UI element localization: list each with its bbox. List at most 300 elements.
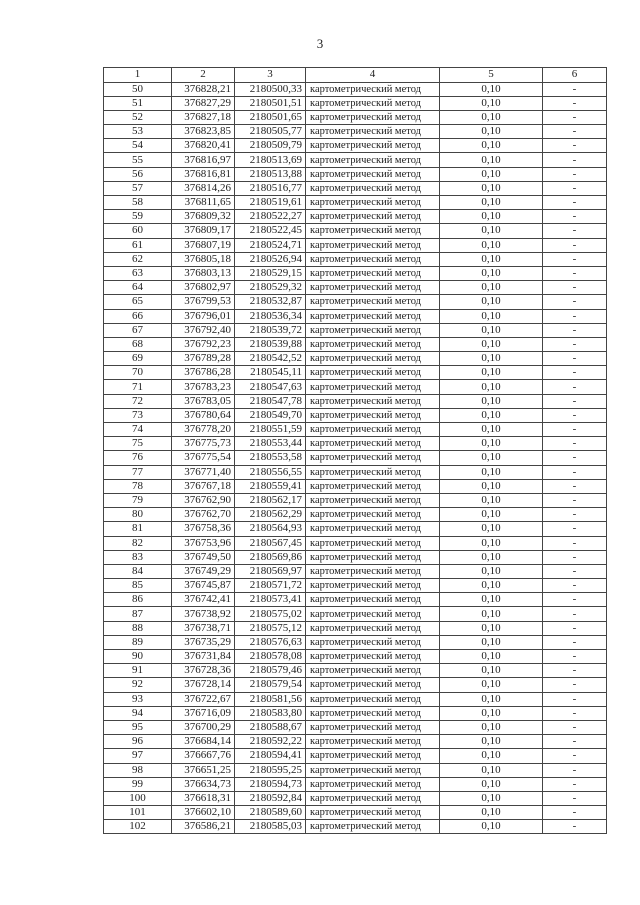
point-number-cell: 64 [104,281,172,295]
y-coordinate-cell: 2180578,08 [235,650,306,664]
precision-cell: 0,10 [440,266,543,280]
method-cell: картометрический метод [306,210,440,224]
method-cell: картометрический метод [306,380,440,394]
point-number-cell: 87 [104,607,172,621]
precision-cell: 0,10 [440,408,543,422]
y-coordinate-cell: 2180595,25 [235,763,306,777]
page-number: 3 [316,36,324,51]
y-coordinate-cell: 2180501,65 [235,110,306,124]
x-coordinate-cell: 376816,81 [172,167,235,181]
note-cell: - [543,635,607,649]
table-row [104,281,607,295]
x-coordinate-cell: 376742,41 [172,593,235,607]
y-coordinate-cell: 2180549,70 [235,408,306,422]
method-cell: картометрический метод [306,706,440,720]
x-coordinate-cell: 376828,21 [172,82,235,96]
method-cell: картометрический метод [306,408,440,422]
precision-cell: 0,10 [440,536,543,550]
precision-cell: 0,10 [440,479,543,493]
note-cell: - [543,224,607,238]
x-coordinate-cell: 376783,05 [172,394,235,408]
note-cell: - [543,423,607,437]
note-cell: - [543,806,607,820]
table-row [104,309,607,323]
point-number-cell: 83 [104,550,172,564]
coordinates-table [103,67,607,834]
point-number-cell: 102 [104,820,172,834]
point-number-cell: 99 [104,777,172,791]
method-cell: картометрический метод [306,678,440,692]
x-coordinate-cell: 376728,36 [172,664,235,678]
precision-cell: 0,10 [440,82,543,96]
precision-cell: 0,10 [440,139,543,153]
y-coordinate-cell: 2180516,77 [235,181,306,195]
precision-cell: 0,10 [440,465,543,479]
x-coordinate-cell: 376762,90 [172,493,235,507]
x-coordinate-cell: 376803,13 [172,266,235,280]
precision-cell: 0,10 [440,323,543,337]
y-coordinate-cell: 2180545,11 [235,366,306,380]
table-row [104,451,607,465]
method-cell: картометрический метод [306,806,440,820]
y-coordinate-cell: 2180573,41 [235,593,306,607]
precision-cell: 0,10 [440,720,543,734]
x-coordinate-cell: 376807,19 [172,238,235,252]
method-cell: картометрический метод [306,791,440,805]
table-row [104,806,607,820]
note-cell: - [543,763,607,777]
x-coordinate-cell: 376780,64 [172,408,235,422]
method-cell: картометрический метод [306,337,440,351]
table-row [104,635,607,649]
table-row [104,408,607,422]
y-coordinate-cell: 2180583,80 [235,706,306,720]
precision-cell: 0,10 [440,281,543,295]
precision-cell: 0,10 [440,210,543,224]
method-cell: картометрический метод [306,763,440,777]
method-cell: картометрический метод [306,493,440,507]
note-cell: - [543,125,607,139]
table-row [104,749,607,763]
precision-cell: 0,10 [440,607,543,621]
note-cell: - [543,607,607,621]
y-coordinate-cell: 2180529,32 [235,281,306,295]
y-coordinate-cell: 2180536,34 [235,309,306,323]
table-row [104,678,607,692]
note-cell: - [543,593,607,607]
precision-cell: 0,10 [440,650,543,664]
x-coordinate-cell: 376586,21 [172,820,235,834]
method-cell: картометрический метод [306,437,440,451]
y-coordinate-cell: 2180594,73 [235,777,306,791]
x-coordinate-cell: 376618,31 [172,791,235,805]
point-number-cell: 66 [104,309,172,323]
table-row [104,564,607,578]
note-cell: - [543,238,607,252]
note-cell: - [543,735,607,749]
method-cell: картометрический метод [306,720,440,734]
method-cell: картометрический метод [306,465,440,479]
point-number-cell: 80 [104,508,172,522]
method-cell: картометрический метод [306,153,440,167]
precision-cell: 0,10 [440,394,543,408]
point-number-cell: 78 [104,479,172,493]
method-cell: картометрический метод [306,352,440,366]
method-cell: картометрический метод [306,508,440,522]
precision-cell: 0,10 [440,791,543,805]
point-number-cell: 67 [104,323,172,337]
point-number-cell: 101 [104,806,172,820]
y-coordinate-cell: 2180522,27 [235,210,306,224]
x-coordinate-cell: 376602,10 [172,806,235,820]
table-row [104,593,607,607]
point-number-cell: 76 [104,451,172,465]
point-number-cell: 61 [104,238,172,252]
note-cell: - [543,309,607,323]
method-cell: картометрический метод [306,281,440,295]
note-cell: - [543,437,607,451]
y-coordinate-cell: 2180576,63 [235,635,306,649]
method-cell: картометрический метод [306,593,440,607]
note-cell: - [543,536,607,550]
y-coordinate-cell: 2180505,77 [235,125,306,139]
point-number-cell: 56 [104,167,172,181]
precision-cell: 0,10 [440,777,543,791]
table-row [104,238,607,252]
y-coordinate-cell: 2180553,58 [235,451,306,465]
point-number-cell: 71 [104,380,172,394]
x-coordinate-cell: 376700,29 [172,720,235,734]
method-cell: картометрический метод [306,82,440,96]
point-number-cell: 95 [104,720,172,734]
table-row [104,423,607,437]
table-row [104,394,607,408]
y-coordinate-cell: 2180569,86 [235,550,306,564]
method-cell: картометрический метод [306,167,440,181]
method-cell: картометрический метод [306,451,440,465]
point-number-cell: 57 [104,181,172,195]
note-cell: - [543,650,607,664]
y-coordinate-cell: 2180556,55 [235,465,306,479]
table-row [104,791,607,805]
table-row [104,437,607,451]
precision-cell: 0,10 [440,522,543,536]
x-coordinate-cell: 376809,17 [172,224,235,238]
x-coordinate-cell: 376684,14 [172,735,235,749]
table-row [104,522,607,536]
y-coordinate-cell: 2180594,41 [235,749,306,763]
table-row [104,337,607,351]
note-cell: - [543,252,607,266]
y-coordinate-cell: 2180526,94 [235,252,306,266]
point-number-cell: 60 [104,224,172,238]
y-coordinate-cell: 2180588,67 [235,720,306,734]
table-row [104,210,607,224]
x-coordinate-cell: 376811,65 [172,196,235,210]
note-cell: - [543,791,607,805]
point-number-cell: 59 [104,210,172,224]
note-cell: - [543,465,607,479]
method-cell: картометрический метод [306,564,440,578]
note-cell: - [543,295,607,309]
note-cell: - [543,352,607,366]
x-coordinate-cell: 376771,40 [172,465,235,479]
method-cell: картометрический метод [306,749,440,763]
table-row [104,380,607,394]
note-cell: - [543,196,607,210]
precision-cell: 0,10 [440,593,543,607]
table-row [104,621,607,635]
table-row [104,493,607,507]
method-cell: картометрический метод [306,224,440,238]
note-cell: - [543,664,607,678]
table-row [104,125,607,139]
precision-cell: 0,10 [440,508,543,522]
x-coordinate-cell: 376651,25 [172,763,235,777]
x-coordinate-cell: 376823,85 [172,125,235,139]
method-cell: картометрический метод [306,635,440,649]
x-coordinate-cell: 376767,18 [172,479,235,493]
point-number-cell: 53 [104,125,172,139]
method-cell: картометрический метод [306,650,440,664]
point-number-cell: 69 [104,352,172,366]
precision-cell: 0,10 [440,96,543,110]
method-cell: картометрический метод [306,607,440,621]
method-cell: картометрический метод [306,692,440,706]
precision-cell: 0,10 [440,238,543,252]
precision-cell: 0,10 [440,749,543,763]
note-cell: - [543,110,607,124]
table-row [104,735,607,749]
method-cell: картометрический метод [306,309,440,323]
point-number-cell: 50 [104,82,172,96]
table-row [104,777,607,791]
y-coordinate-cell: 2180592,22 [235,735,306,749]
point-number-cell: 90 [104,650,172,664]
y-coordinate-cell: 2180547,63 [235,380,306,394]
method-cell: картометрический метод [306,735,440,749]
point-number-cell: 88 [104,621,172,635]
x-coordinate-cell: 376827,18 [172,110,235,124]
note-cell: - [543,479,607,493]
column-header: 5 [440,68,543,83]
note-cell: - [543,621,607,635]
x-coordinate-cell: 376827,29 [172,96,235,110]
point-number-cell: 55 [104,153,172,167]
note-cell: - [543,167,607,181]
y-coordinate-cell: 2180532,87 [235,295,306,309]
point-number-cell: 63 [104,266,172,280]
y-coordinate-cell: 2180581,56 [235,692,306,706]
table-row [104,252,607,266]
point-number-cell: 98 [104,763,172,777]
point-number-cell: 51 [104,96,172,110]
x-coordinate-cell: 376792,23 [172,337,235,351]
table-row [104,96,607,110]
method-cell: картометрический метод [306,125,440,139]
point-number-cell: 58 [104,196,172,210]
y-coordinate-cell: 2180579,46 [235,664,306,678]
note-cell: - [543,337,607,351]
method-cell: картометрический метод [306,394,440,408]
x-coordinate-cell: 376716,09 [172,706,235,720]
note-cell: - [543,508,607,522]
table-row [104,607,607,621]
precision-cell: 0,10 [440,735,543,749]
method-cell: картометрический метод [306,621,440,635]
table-row [104,479,607,493]
note-cell: - [543,493,607,507]
method-cell: картометрический метод [306,664,440,678]
precision-cell: 0,10 [440,110,543,124]
x-coordinate-cell: 376816,97 [172,153,235,167]
method-cell: картометрический метод [306,196,440,210]
precision-cell: 0,10 [440,181,543,195]
point-number-cell: 79 [104,493,172,507]
method-cell: картометрический метод [306,536,440,550]
note-cell: - [543,579,607,593]
precision-cell: 0,10 [440,621,543,635]
table-row [104,196,607,210]
method-cell: картометрический метод [306,522,440,536]
point-number-cell: 68 [104,337,172,351]
note-cell: - [543,323,607,337]
column-header: 3 [235,68,306,83]
y-coordinate-cell: 2180571,72 [235,579,306,593]
method-cell: картометрический метод [306,366,440,380]
x-coordinate-cell: 376749,29 [172,564,235,578]
y-coordinate-cell: 2180564,93 [235,522,306,536]
x-coordinate-cell: 376722,67 [172,692,235,706]
note-cell: - [543,451,607,465]
method-cell: картометрический метод [306,110,440,124]
method-cell: картометрический метод [306,96,440,110]
x-coordinate-cell: 376809,32 [172,210,235,224]
x-coordinate-cell: 376762,70 [172,508,235,522]
x-coordinate-cell: 376735,29 [172,635,235,649]
note-cell: - [543,181,607,195]
y-coordinate-cell: 2180589,60 [235,806,306,820]
note-cell: - [543,139,607,153]
precision-cell: 0,10 [440,493,543,507]
table-row [104,465,607,479]
y-coordinate-cell: 2180585,03 [235,820,306,834]
precision-cell: 0,10 [440,564,543,578]
x-coordinate-cell: 376783,23 [172,380,235,394]
x-coordinate-cell: 376792,40 [172,323,235,337]
method-cell: картометрический метод [306,181,440,195]
y-coordinate-cell: 2180509,79 [235,139,306,153]
point-number-cell: 70 [104,366,172,380]
point-number-cell: 54 [104,139,172,153]
point-number-cell: 84 [104,564,172,578]
precision-cell: 0,10 [440,437,543,451]
point-number-cell: 62 [104,252,172,266]
point-number-cell: 52 [104,110,172,124]
note-cell: - [543,82,607,96]
x-coordinate-cell: 376789,28 [172,352,235,366]
y-coordinate-cell: 2180547,78 [235,394,306,408]
table-row [104,266,607,280]
precision-cell: 0,10 [440,820,543,834]
x-coordinate-cell: 376753,96 [172,536,235,550]
note-cell: - [543,380,607,394]
point-number-cell: 72 [104,394,172,408]
note-cell: - [543,706,607,720]
point-number-cell: 86 [104,593,172,607]
method-cell: картометрический метод [306,820,440,834]
precision-cell: 0,10 [440,579,543,593]
note-cell: - [543,153,607,167]
table-row [104,352,607,366]
y-coordinate-cell: 2180500,33 [235,82,306,96]
table-header-row [104,68,607,83]
y-coordinate-cell: 2180539,88 [235,337,306,351]
point-number-cell: 85 [104,579,172,593]
y-coordinate-cell: 2180553,44 [235,437,306,451]
precision-cell: 0,10 [440,224,543,238]
precision-cell: 0,10 [440,678,543,692]
x-coordinate-cell: 376802,97 [172,281,235,295]
method-cell: картометрический метод [306,323,440,337]
table-row [104,763,607,777]
y-coordinate-cell: 2180524,71 [235,238,306,252]
table-row [104,536,607,550]
note-cell: - [543,408,607,422]
point-number-cell: 92 [104,678,172,692]
note-cell: - [543,522,607,536]
point-number-cell: 65 [104,295,172,309]
y-coordinate-cell: 2180567,45 [235,536,306,550]
y-coordinate-cell: 2180569,97 [235,564,306,578]
x-coordinate-cell: 376814,26 [172,181,235,195]
table-row [104,139,607,153]
x-coordinate-cell: 376775,73 [172,437,235,451]
table-row [104,664,607,678]
precision-cell: 0,10 [440,366,543,380]
method-cell: картометрический метод [306,777,440,791]
precision-cell: 0,10 [440,380,543,394]
x-coordinate-cell: 376775,54 [172,451,235,465]
precision-cell: 0,10 [440,352,543,366]
x-coordinate-cell: 376667,76 [172,749,235,763]
x-coordinate-cell: 376634,73 [172,777,235,791]
point-number-cell: 100 [104,791,172,805]
precision-cell: 0,10 [440,451,543,465]
precision-cell: 0,10 [440,295,543,309]
point-number-cell: 74 [104,423,172,437]
note-cell: - [543,281,607,295]
note-cell: - [543,720,607,734]
precision-cell: 0,10 [440,692,543,706]
note-cell: - [543,550,607,564]
method-cell: картометрический метод [306,550,440,564]
point-number-cell: 94 [104,706,172,720]
point-number-cell: 96 [104,735,172,749]
y-coordinate-cell: 2180529,15 [235,266,306,280]
note-cell: - [543,266,607,280]
point-number-cell: 73 [104,408,172,422]
y-coordinate-cell: 2180562,29 [235,508,306,522]
precision-cell: 0,10 [440,550,543,564]
note-cell: - [543,777,607,791]
y-coordinate-cell: 2180542,52 [235,352,306,366]
note-cell: - [543,749,607,763]
method-cell: картометрический метод [306,238,440,252]
table-row [104,692,607,706]
precision-cell: 0,10 [440,635,543,649]
point-number-cell: 75 [104,437,172,451]
